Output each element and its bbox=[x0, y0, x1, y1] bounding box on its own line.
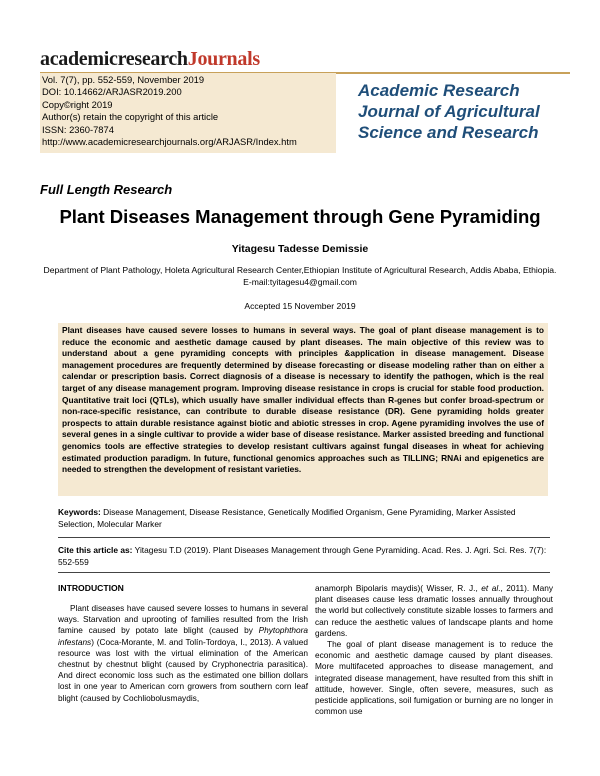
keywords bbox=[58, 507, 548, 530]
journal-title bbox=[358, 80, 578, 143]
abstract-box: Plant diseases have caused severe losses to humans in several ways. The goal of plant disease management is to reduce the economic and aesthetic damage caused by plant diseases. The main objective of this review was to understand about a gene pyramiding concepts with principles &application in disease management. Disease management procedures are frequently determined by disease forecasting or disease modeling rather than on either a calendar or prescription basis. Correct diagnosis of a disease is necessary to identify the pathogen, which is the real target of any disease management program. Improving disease resistance in crops is crucial for stable food production. Quantitative trait loci (QTLs), which usually have smaller individual effects than R-genes but confer broad-spectrum or non-race-specific resistance, can contribute to durable disease resistance (DR). Gene pyramiding holds greater prospects to attain durable resistance against biotic and abiotic stresses in crop. Agene pyramiding involves the use of several genes in a single cultivar to provide a wider base of disease resistance. Marker assisted breeding and functional genomics tools are effective strategies to develop resistant cultivars against fungal diseases in wheat for achieving estimated production paradigm. In future, functional genomics approaches such as TILLING; RNAi and epigenetics are needed to strengthen the development of resistant varieties. bbox=[58, 323, 548, 496]
divider bbox=[58, 572, 550, 573]
body-paragraph: The goal of plant disease management is to reduce the economic and aesthetic damage caused by plant diseases. More multifaceted approaches to disease management, and integrated disease management, have resulted from this shift in attitude, however. Single, often severe, measures, such as pesticide applications, soil fumigation or burning are no longer in common use bbox=[315, 639, 553, 717]
right-column bbox=[315, 583, 553, 717]
info-issn: ISSN: 2360-7874 bbox=[42, 123, 114, 135]
info-rights: Author(s) retain the copyright of this article bbox=[42, 111, 219, 123]
journal-title-line: Journal of Agricultural bbox=[358, 102, 540, 121]
article-type: Full Length Research bbox=[40, 182, 173, 197]
info-url[interactable]: http://www.academicresearchjournals.org/ARJASR/Index.htm bbox=[42, 136, 297, 148]
logo-suffix: Journals bbox=[187, 48, 260, 70]
article-title: Plant Diseases Management through Gene Pyramiding bbox=[59, 206, 541, 227]
publisher-logo bbox=[40, 48, 260, 71]
citation bbox=[58, 544, 550, 568]
citation-label: Cite this article as: bbox=[58, 545, 133, 555]
left-column bbox=[58, 583, 308, 704]
info-copyright: Copy©right 2019 bbox=[42, 98, 113, 110]
author-name: Yitagesu Tadesse Demissie bbox=[231, 243, 369, 255]
author-affiliation: Department of Plant Pathology, Holeta Agricultural Research Center,Ethiopian Institute of Agricultural Research, Addis Ababa, Ethiopia. E-mail:tyitagesu4@gmail.com bbox=[43, 265, 557, 287]
keywords-label: Keywords: bbox=[58, 507, 101, 517]
citation-text: Yitagesu T.D (2019). Plant Diseases Management through Gene Pyramiding. Acad. Res. J. Agri. Sci. Res. 7(7): 552-559 bbox=[58, 545, 547, 567]
body-paragraph: Plant diseases have caused severe losses to humans in several ways. Starvation and uprooting of families resulted from the Irish famine caused by potato late blight (caused by Phytophthora infestans) (Coca-Morante, M. and Tolín-Tordoya, I., 2013). A valued resource was lost with the virtual elimination of the American chestnut by chestnut blight (caused by Cryphonectria parasitica). And direct economic loss such as the estimated one billion dollars lost in one year to American corn growers from southern corn leaf blight (caused by Cochliobolusmaydis, bbox=[58, 603, 308, 703]
logo-prefix: academicresearch bbox=[40, 48, 188, 70]
journal-info-box bbox=[40, 73, 336, 153]
keywords-list: Disease Management, Disease Resistance, Genetically Modified Organism, Gene Pyramiding, Marker Assisted Selection, Molecular Marker bbox=[58, 507, 516, 529]
body-paragraph: anamorph Bipolaris maydis)( Wisser, R. J., et al., 2011). Many plant diseases cause less dramatic losses annually throughout the world but collectively constitute sizable losses to farmers and can reduce the aesthetic values of landscape plants and home gardens. bbox=[315, 583, 553, 638]
section-heading: INTRODUCTION bbox=[58, 583, 124, 593]
journal-title-line: Science and Research bbox=[358, 123, 539, 142]
accepted-date: Accepted 15 November 2019 bbox=[244, 301, 356, 311]
journal-title-line: Academic Research bbox=[358, 81, 520, 100]
divider bbox=[58, 537, 550, 538]
info-doi: DOI: 10.14662/ARJASR2019.200 bbox=[42, 86, 182, 98]
info-volume: Vol. 7(7), pp. 552-559, November 2019 bbox=[42, 74, 205, 85]
